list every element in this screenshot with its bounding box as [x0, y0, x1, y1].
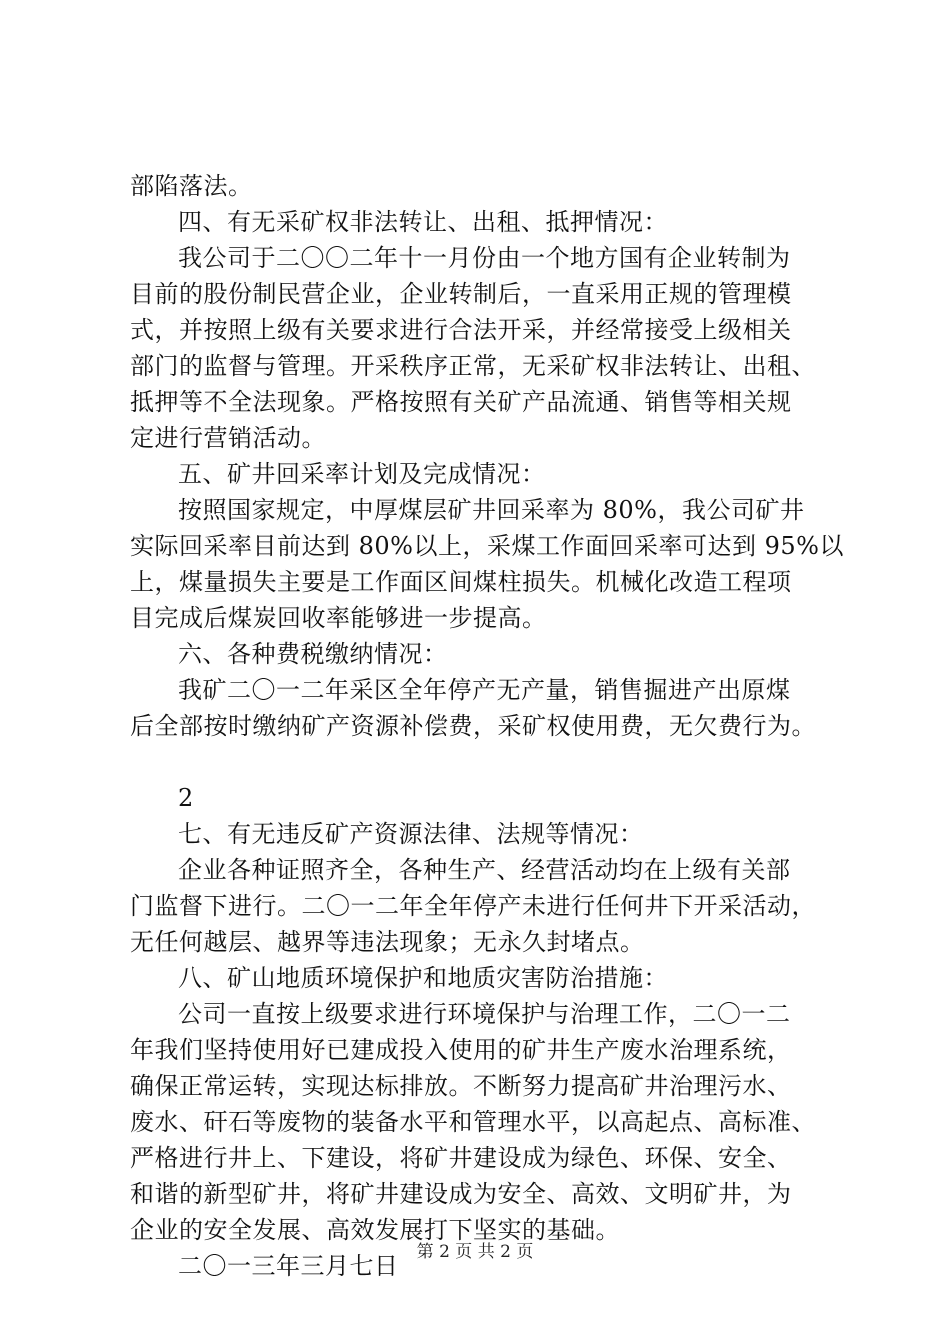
- paragraph-line: 目完成后煤炭回收率能够进一步提高。: [130, 604, 547, 632]
- paragraph-line: 四、有无采矿权非法转让、出租、抵押情况：: [178, 208, 668, 236]
- paragraph-line: 六、各种费税缴纳情况：: [178, 640, 448, 668]
- paragraph-line: 定进行营销活动。: [130, 424, 326, 452]
- paragraph-line: 2: [178, 784, 194, 812]
- paragraph-line: 和谐的新型矿井，将矿井建设成为安全、高效、文明矿井，为: [130, 1180, 792, 1208]
- paragraph-line: 企业的安全发展、高效发展打下坚实的基础。: [130, 1216, 620, 1244]
- document-body: [130, 168, 850, 1284]
- paragraph-line: 确保正常运转，实现达标排放。不断努力提高矿井治理污水、: [130, 1072, 792, 1100]
- paragraph-line: 七、有无违反矿产资源法律、法规等情况：: [178, 820, 644, 848]
- paragraph-line: 我矿二〇一二年采区全年停产无产量，销售掘进产出原煤: [178, 676, 791, 704]
- paragraph-line: 八、矿山地质环境保护和地质灾害防治措施：: [178, 964, 668, 992]
- paragraph-line: 后全部按时缴纳矿产资源补偿费，采矿权使用费，无欠费行为。: [130, 712, 816, 740]
- paragraph-line: 我公司于二〇〇二年十一月份由一个地方国有企业转制为: [178, 244, 791, 272]
- paragraph-line: 上，煤量损失主要是工作面区间煤柱损失。机械化改造工程项: [130, 568, 792, 596]
- blank-line: [130, 744, 850, 780]
- paragraph-line: 实际回采率目前达到 80%以上，采煤工作面回采率可达到 95%以: [130, 532, 844, 560]
- paragraph-line: 按照国家规定，中厚煤层矿井回采率为 80%，我公司矿井: [178, 496, 805, 524]
- paragraph-line: 二〇一三年三月七日: [178, 1252, 399, 1280]
- paragraph-line: 无任何越层、越界等违法现象；无永久封堵点。: [130, 928, 645, 956]
- paragraph-line: 企业各种证照齐全，各种生产、经营活动均在上级有关部: [178, 856, 791, 884]
- paragraph-line: 式，并按照上级有关要求进行合法开采，并经常接受上级相关: [130, 316, 792, 344]
- paragraph-line: 公司一直按上级要求进行环境保护与治理工作，二〇一二: [178, 1000, 791, 1028]
- paragraph-line: 目前的股份制民营企业，企业转制后，一直采用正规的管理模: [130, 280, 792, 308]
- page-footer: 第 2 页 共 2 页: [416, 1242, 534, 1262]
- paragraph-line: 抵押等不全法现象。严格按照有关矿产品流通、销售等相关规: [130, 388, 792, 416]
- paragraph-line: 五、矿井回采率计划及完成情况：: [178, 460, 546, 488]
- paragraph-line: 废水、矸石等废物的装备水平和管理水平，以高起点、高标准、: [130, 1108, 816, 1136]
- paragraph-line: 严格进行井上、下建设，将矿井建设成为绿色、环保、安全、: [130, 1144, 792, 1172]
- paragraph-line: 门监督下进行。二〇一二年全年停产未进行任何井下开采活动，: [130, 892, 816, 920]
- paragraph-line: 部陷落法。: [130, 172, 253, 200]
- paragraph-line: 部门的监督与管理。开采秩序正常，无采矿权非法转让、出租、: [130, 352, 816, 380]
- paragraph-line: 年我们坚持使用好已建成投入使用的矿井生产废水治理系统，: [130, 1036, 792, 1064]
